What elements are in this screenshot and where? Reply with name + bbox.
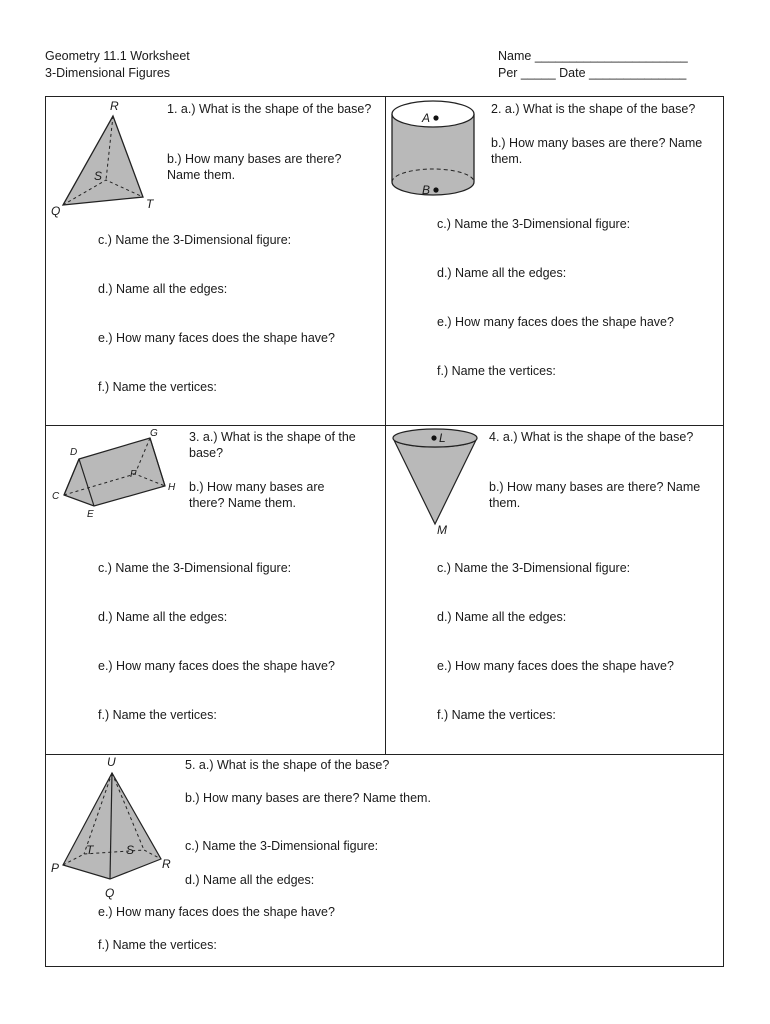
vertex-label-c: C <box>52 491 60 502</box>
vertex-label-m: M <box>437 523 447 537</box>
q4-part-f: f.) Name the vertices: <box>437 708 556 722</box>
vertex-label-u: U <box>107 755 116 769</box>
vertex-label-s: S <box>94 169 103 183</box>
vertex-label-s: S <box>126 843 135 857</box>
triangular-prism-figure <box>50 426 185 521</box>
q5-part-f: f.) Name the vertices: <box>98 938 217 952</box>
q2-part-e: e.) How many faces does the shape have? <box>437 315 674 329</box>
vertex-label-t: T <box>146 197 154 211</box>
q1-part-f: f.) Name the vertices: <box>98 380 217 394</box>
q3-part-f: f.) Name the vertices: <box>98 708 217 722</box>
q4-part-c: c.) Name the 3-Dimensional figure: <box>437 561 631 575</box>
name-field[interactable]: Name ______________________ <box>498 49 688 63</box>
vertex-label-r: R <box>110 99 119 113</box>
q5-part-a: 5. a.) What is the shape of the base? <box>185 758 390 772</box>
q1-part-b: b.) How many bases are there? Name them. <box>167 152 342 182</box>
point-label-l: L <box>439 431 446 445</box>
q4-part-e: e.) How many faces does the shape have? <box>437 659 674 673</box>
worksheet-subtitle: 3-Dimensional Figures <box>45 66 171 80</box>
q2-part-c: c.) Name the 3-Dimensional figure: <box>437 217 631 231</box>
q5-part-c: c.) Name the 3-Dimensional figure: <box>185 839 379 853</box>
square-pyramid-figure <box>50 755 180 900</box>
point-label-a: A <box>422 111 431 125</box>
triangular-pyramid-figure <box>50 98 160 218</box>
vertex-label-e: E <box>87 509 94 520</box>
q1-part-d: d.) Name all the edges: <box>98 282 228 296</box>
q5-part-d: d.) Name all the edges: <box>185 873 315 887</box>
q2-part-d: d.) Name all the edges: <box>437 266 567 280</box>
q2-part-f: f.) Name the vertices: <box>437 364 556 378</box>
vertex-label-t: T <box>86 843 94 857</box>
q1-part-a: 1. a.) What is the shape of the base? <box>167 102 372 116</box>
vertex-label-q: Q <box>105 886 115 900</box>
q4-part-a: 4. a.) What is the shape of the base? <box>489 430 694 444</box>
worksheet-title: Geometry 11.1 Worksheet <box>45 49 190 63</box>
per-date-field[interactable]: Per _____ Date ______________ <box>498 66 687 80</box>
vertex-label-h: H <box>168 482 176 493</box>
q1-part-e: e.) How many faces does the shape have? <box>98 331 335 345</box>
vertex-label-d: D <box>70 447 78 458</box>
q2-part-b: b.) How many bases are there? Name them. <box>491 136 703 166</box>
cylinder-figure <box>388 98 488 213</box>
point-label-b: B <box>422 183 431 197</box>
q3-part-d: d.) Name all the edges: <box>98 610 228 624</box>
q3-part-b: b.) How many bases are there? Name them. <box>189 480 325 510</box>
vertex-label-r: R <box>162 857 171 871</box>
q4-part-b: b.) How many bases are there? Name them. <box>489 480 701 510</box>
cone-figure <box>390 426 485 541</box>
grid-divider-column <box>385 96 386 754</box>
vertex-label-g: G <box>150 428 158 439</box>
q5-part-e: e.) How many faces does the shape have? <box>98 905 335 919</box>
q5-part-b: b.) How many bases are there? Name them. <box>185 791 431 805</box>
q3-part-a: 3. a.) What is the shape of the base? <box>189 430 356 460</box>
q4-part-d: d.) Name all the edges: <box>437 610 567 624</box>
q2-part-a: 2. a.) What is the shape of the base? <box>491 102 696 116</box>
vertex-label-q: Q <box>51 204 61 218</box>
q1-part-c: c.) Name the 3-Dimensional figure: <box>98 233 292 247</box>
vertex-label-f: F <box>130 469 137 480</box>
q3-part-c: c.) Name the 3-Dimensional figure: <box>98 561 292 575</box>
vertex-label-p: P <box>51 861 60 875</box>
q3-part-e: e.) How many faces does the shape have? <box>98 659 335 673</box>
